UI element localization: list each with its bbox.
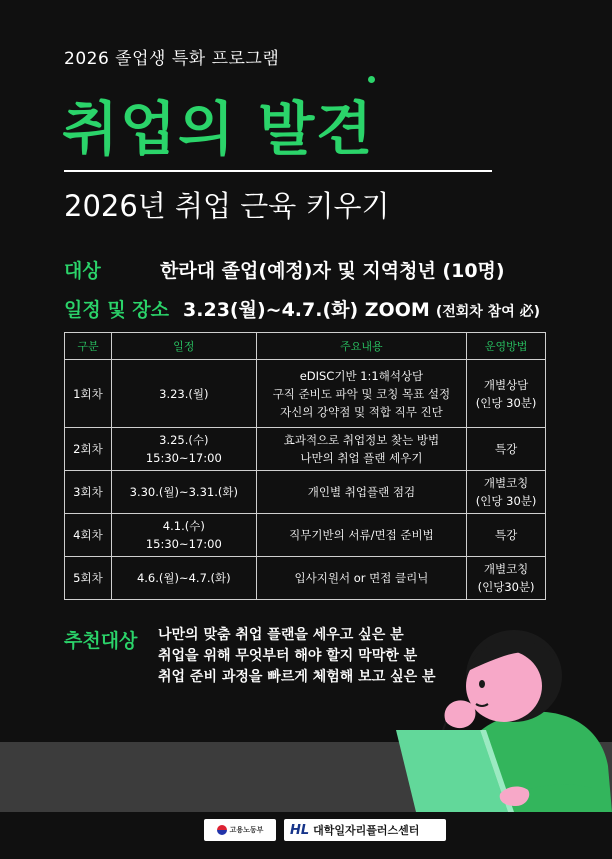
target-value: 한라대 졸업(예정)자 및 지역청년 (10명) xyxy=(160,260,505,282)
date-cell xyxy=(111,428,256,471)
method-cell xyxy=(467,471,546,514)
ministry-logo xyxy=(204,819,276,841)
hand-shape xyxy=(445,700,476,728)
center-logo xyxy=(284,819,446,841)
content-line: 직무기반의 서류/면접 준비법 xyxy=(289,528,434,542)
method-line: 개별코칭 xyxy=(483,562,529,576)
table-row xyxy=(65,428,546,471)
method-line: (인당 30분) xyxy=(475,494,537,508)
schedule-note: (전회차 참여 必) xyxy=(435,304,540,320)
header-method: 운영방법 xyxy=(467,333,546,360)
session-cell: 1회차 xyxy=(65,360,112,428)
list-item: 취업 준비 과정을 빠르게 체험해 보고 싶은 분 xyxy=(158,669,436,685)
method-line: (인당 30분) xyxy=(475,395,537,410)
session-cell: 4회차 xyxy=(65,514,112,557)
pre-title: 2026 졸업생 특화 프로그램 xyxy=(64,49,280,69)
table-header-row xyxy=(65,333,546,360)
schedule-table xyxy=(64,332,546,600)
date-line: 3.25.(수) xyxy=(159,433,209,447)
content-line: 자신의 강약점 및 적합 직무 진단 xyxy=(280,404,443,419)
content-cell xyxy=(256,557,466,600)
content-cell xyxy=(256,514,466,557)
list-item: 나만의 맞춤 취업 플랜을 세우고 싶은 분 xyxy=(158,627,404,643)
method-line: 특강 xyxy=(494,528,518,542)
schedule-label: 일정 및 장소 xyxy=(64,299,169,321)
date-line: 4.6.(월)~4.7.(화) xyxy=(136,571,231,585)
title-divider xyxy=(64,170,492,172)
date-line: 4.1.(수) xyxy=(162,519,205,533)
target-label: 대상 xyxy=(64,260,101,282)
content-cell xyxy=(256,428,466,471)
content-line: 구직 준비도 파악 및 코칭 목표 설정 xyxy=(272,386,451,401)
method-cell xyxy=(467,514,546,557)
date-line: 15:30~17:00 xyxy=(145,537,222,551)
accent-dot xyxy=(368,76,375,83)
center-logo-text: 대학일자리플러스센터 xyxy=(313,824,420,837)
recommend-label: 추천대상 xyxy=(64,630,138,652)
content-line: eDISC기반 1:1해석상담 xyxy=(299,368,424,383)
content-cell xyxy=(256,471,466,514)
method-line: 개별상담 xyxy=(483,377,529,392)
content-line: 나만의 취업 플랜 세우기 xyxy=(300,451,423,465)
korea-seal-icon xyxy=(217,825,227,835)
content-line: 입사지원서 or 면접 클리닉 xyxy=(294,571,429,585)
session-cell: 5회차 xyxy=(65,557,112,600)
date-line: 3.23.(월) xyxy=(159,386,209,401)
main-title: 취업의 발견 xyxy=(62,95,375,163)
header-session: 구분 xyxy=(65,333,112,360)
table-row xyxy=(65,514,546,557)
header-content: 주요내용 xyxy=(256,333,466,360)
schedule-value: 3.23(월)~4.7.(화) ZOOM xyxy=(183,299,430,321)
target-row xyxy=(64,256,505,283)
content-cell xyxy=(256,360,466,428)
table-row xyxy=(65,360,546,428)
table-row xyxy=(65,557,546,600)
table-row xyxy=(65,471,546,514)
method-line: (인당30분) xyxy=(477,580,535,594)
ministry-logo-text: 고용노동부 xyxy=(229,826,264,834)
date-cell xyxy=(111,514,256,557)
method-cell xyxy=(467,428,546,471)
person-laptop-illustration xyxy=(396,616,612,812)
session-cell: 2회차 xyxy=(65,428,112,471)
date-cell xyxy=(111,360,256,428)
hl-logo-mark: HL xyxy=(290,822,310,838)
recommend-list xyxy=(158,625,436,688)
date-cell xyxy=(111,557,256,600)
content-line: 개인별 취업플랜 점검 xyxy=(307,485,416,499)
date-line: 3.30.(월)~3.31.(화) xyxy=(129,485,238,499)
method-cell xyxy=(467,360,546,428)
method-line: 개별코칭 xyxy=(483,476,529,490)
list-item: 취업을 위해 무엇부터 해야 할지 막막한 분 xyxy=(158,648,418,664)
session-cell: 3회차 xyxy=(65,471,112,514)
date-cell xyxy=(111,471,256,514)
method-cell xyxy=(467,557,546,600)
content-line: 효과적으로 취업정보 찾는 방법 xyxy=(283,433,440,447)
method-line: 특강 xyxy=(494,442,518,456)
header-date: 일정 xyxy=(111,333,256,360)
date-line: 15:30~17:00 xyxy=(145,451,222,465)
schedule-row xyxy=(64,295,540,322)
subtitle: 2026년 취업 근육 키우기 xyxy=(64,189,390,223)
